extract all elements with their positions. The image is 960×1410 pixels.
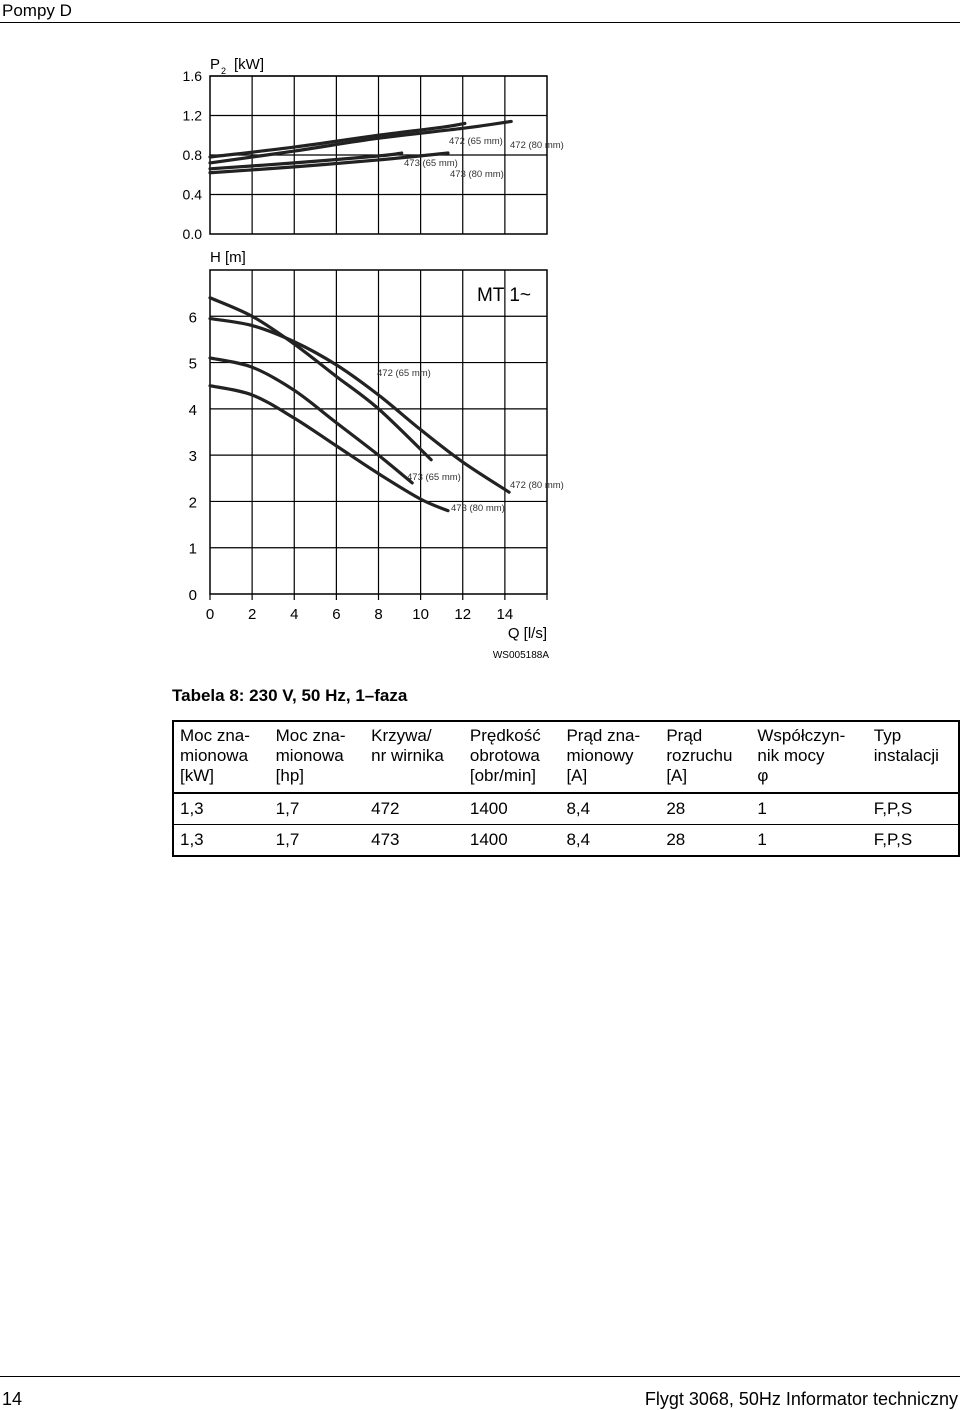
column-header: Moc zna- mionowa [hp] xyxy=(270,721,365,793)
power-chart-grid xyxy=(183,56,547,242)
power-ytick-label: 1.6 xyxy=(182,68,202,84)
flow-axis-label: Q [l/s] xyxy=(507,625,547,642)
figure-id: WS005188A xyxy=(492,650,549,661)
head-xtick-label: 8 xyxy=(374,606,383,623)
table-cell: 1400 xyxy=(464,793,561,825)
table-cell: 28 xyxy=(660,793,751,825)
head-xtick-label: 10 xyxy=(412,606,429,623)
table-cell: 28 xyxy=(660,825,751,857)
head-ytick-label: 5 xyxy=(188,355,197,373)
curve-label: 473 (80 mm) xyxy=(451,503,505,514)
document-title: Flygt 3068, 50Hz Informator techniczny xyxy=(644,1389,958,1409)
power-ytick-label: 1.2 xyxy=(182,107,202,124)
head-ytick-label: 4 xyxy=(188,401,197,419)
table-cell: F,P,S xyxy=(868,825,959,857)
column-header: Krzywa/ nr wirnika xyxy=(365,721,464,793)
head-xtick-label: 4 xyxy=(290,606,299,623)
table-header-row xyxy=(173,721,959,793)
table-cell: 472 xyxy=(365,793,464,825)
spec-table xyxy=(172,720,960,857)
column-header: Moc zna- mionowa [kW] xyxy=(173,721,270,793)
head-ytick-label: 1 xyxy=(188,540,197,558)
power-axis-unit: [kW] xyxy=(234,56,264,73)
table-cell: 1 xyxy=(751,793,867,825)
power-axis-subscript: 2 xyxy=(221,66,227,76)
head-ytick-label: 0 xyxy=(188,587,197,604)
column-header: Prędkość obrotowa [obr/min] xyxy=(464,721,561,793)
head-ytick-label: 3 xyxy=(188,448,197,466)
table-cell: 473 xyxy=(365,825,464,857)
table-cell: 1 xyxy=(751,825,867,857)
curve-label: 472 (65 mm) xyxy=(377,368,431,379)
column-header: Prąd zna- mionowy [A] xyxy=(560,721,660,793)
head-xtick-label: 2 xyxy=(247,606,257,623)
curve-label: 472 (65 mm) xyxy=(449,136,503,147)
section-title: Pompy D xyxy=(2,1,72,20)
head-xtick-label: 14 xyxy=(496,606,514,623)
table-cell: 8,4 xyxy=(560,825,660,857)
curve-label: 473 (65 mm) xyxy=(407,472,461,483)
power-ytick-label: 0.4 xyxy=(182,186,202,203)
head-ytick-label: 6 xyxy=(188,309,197,327)
curve-472-65-mm- xyxy=(210,123,465,157)
curve-label: 472 (80 mm) xyxy=(510,140,564,151)
head-axis-label: H [m] xyxy=(210,249,246,266)
table-cell: F,P,S xyxy=(868,793,959,825)
table-row xyxy=(173,793,959,825)
column-header: Prąd rozruchu [A] xyxy=(660,721,751,793)
head-ytick-label: 2 xyxy=(188,494,197,512)
page-number: 14 xyxy=(2,1389,23,1409)
table-cell: 1400 xyxy=(464,825,561,857)
column-header: Typ instalacji xyxy=(868,721,959,793)
power-axis-label: P xyxy=(210,56,221,73)
power-ytick-label: 0.8 xyxy=(182,147,202,163)
column-header: Współczyn- nik mocy φ xyxy=(751,721,867,793)
head-xtick-label: 12 xyxy=(454,606,472,623)
curve-472-80-mm- xyxy=(210,319,509,493)
table-cell: 1,7 xyxy=(270,825,365,857)
head-xtick-label: 0 xyxy=(205,606,215,623)
curve-473-80-mm- xyxy=(210,386,448,511)
table-caption: Tabela 8: 230 V, 50 Hz, 1–faza xyxy=(172,686,408,705)
power-ytick-label: 0.0 xyxy=(182,226,202,242)
curve-label: 473 (65 mm) xyxy=(404,158,458,169)
chart-title: MT 1~ xyxy=(476,285,532,306)
table-cell: 1,3 xyxy=(173,825,270,857)
pump-curves-chart xyxy=(0,0,960,680)
table-cell: 1,7 xyxy=(270,793,365,825)
curve-label: 472 (80 mm) xyxy=(510,480,564,491)
curve-label: 473 (80 mm) xyxy=(450,169,504,180)
curve-labels xyxy=(377,136,564,514)
page-footer xyxy=(0,1376,960,1410)
table-cell: 8,4 xyxy=(560,793,660,825)
head-xtick-label: 6 xyxy=(332,606,341,623)
table-cell: 1,3 xyxy=(173,793,270,825)
table-row xyxy=(173,825,959,857)
